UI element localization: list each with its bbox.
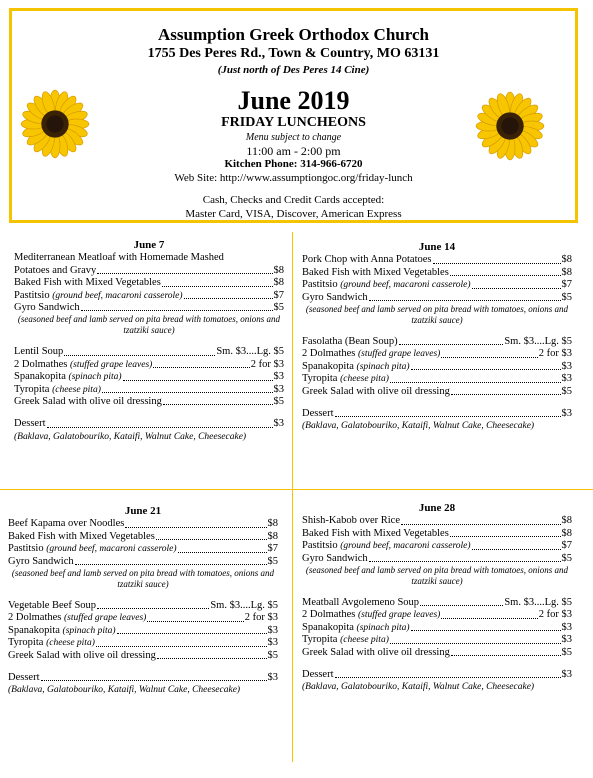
dessert-list: (Baklava, Galatobouriko, Kataifi, Walnut Cake, Cheesecake)	[14, 431, 247, 442]
dot-leader	[369, 300, 561, 301]
side-item	[8, 600, 278, 612]
item-name	[14, 277, 161, 289]
dot-leader	[420, 605, 503, 606]
menu-item	[8, 531, 278, 543]
item-name	[8, 518, 124, 530]
dot-leader	[163, 404, 273, 405]
dot-leader	[451, 655, 561, 656]
side-item	[14, 371, 284, 383]
item-name	[302, 279, 471, 291]
lunch-hours: 11:00 am - 2:00 pm	[246, 144, 341, 158]
item-price: $8	[273, 264, 284, 276]
item-title: Baked Fish with Mixed Vegetables	[302, 266, 449, 278]
item-description: (cheese pita)	[340, 374, 389, 385]
item-title: Tyropita	[14, 383, 50, 395]
item-name	[14, 359, 152, 371]
menu-item	[302, 553, 572, 565]
item-title: 2 Dolmathes	[14, 358, 68, 370]
item-price: $7	[273, 289, 284, 301]
menu-item	[302, 540, 572, 552]
gyro-note: (seasoned beef and lamb served on pita bread with tomatoes, onions and tzatziki sauce)	[11, 568, 275, 590]
item-price: $5	[267, 649, 278, 661]
item-description: (spinach pita)	[356, 361, 410, 372]
luncheons-title: FRIDAY LUNCHEONS	[221, 115, 366, 130]
dessert-list: (Baklava, Galatobouriko, Kataifi, Walnut Cake, Cheesecake)	[302, 682, 535, 693]
item-title: Spanakopita	[302, 360, 354, 372]
flower-core	[46, 115, 63, 132]
item-price: 2 for $3	[538, 609, 572, 621]
item-price: $3	[273, 371, 284, 383]
item-price: $3	[561, 621, 572, 633]
item-title: Gyro Sandwich	[8, 555, 74, 567]
item-price: $3	[267, 624, 278, 636]
item-price: Sm. $3....Lg. $5	[504, 336, 572, 348]
menu-item	[302, 279, 572, 291]
item-price: Sm. $3....Lg. $5	[216, 346, 284, 358]
dot-leader	[147, 621, 243, 622]
item-description: (spinach pita)	[356, 622, 410, 633]
item-title: Tyropita	[8, 637, 44, 649]
flower-core	[501, 117, 518, 134]
dot-leader	[157, 658, 267, 659]
item-title: Fasolatha (Bean Soup)	[302, 336, 398, 348]
item-title: Shish-Kabob over Rice	[302, 515, 400, 527]
side-item	[14, 359, 284, 371]
side-item	[8, 650, 278, 662]
item-price: 2 for $3	[250, 358, 284, 370]
item-price: Sm. $3....Lg. $5	[210, 600, 278, 612]
item-name	[14, 346, 63, 358]
menu-item	[302, 528, 572, 540]
dessert-item	[8, 672, 278, 684]
item-price: $5	[561, 646, 572, 658]
item-price: 2 for $3	[244, 612, 278, 624]
item-price: 2 for $3	[538, 348, 572, 360]
item-name	[14, 265, 96, 277]
month-title: June 2019	[237, 86, 350, 115]
item-title: Baked Fish with Mixed Vegetables	[8, 530, 155, 542]
item-description: (ground beef, macaroni casserole)	[340, 541, 471, 552]
item-title: Tyropita	[302, 373, 338, 385]
item-title: Pastitsio	[302, 279, 338, 291]
item-title: Baked Fish with Mixed Vegetables	[302, 527, 449, 539]
item-name	[302, 386, 450, 398]
item-price: $5	[273, 302, 284, 314]
menu-item	[302, 515, 572, 527]
item-title: Baked Fish with Mixed Vegetables	[14, 277, 161, 289]
dot-leader	[390, 382, 561, 383]
item-price: $8	[561, 527, 572, 539]
item-name	[8, 625, 116, 637]
item-title: Dessert	[14, 418, 46, 430]
item-title: Spanakopita	[8, 624, 60, 636]
dot-leader	[97, 273, 272, 274]
item-price: $8	[561, 515, 572, 527]
dot-leader	[153, 367, 249, 368]
menu-item	[302, 254, 572, 266]
item-description: (ground beef, macaroni casserole)	[46, 544, 177, 555]
item-price: $5	[561, 385, 572, 397]
item-title: Greek Salad with olive oil dressing	[302, 385, 450, 397]
item-title: 2 Dolmathes	[302, 348, 356, 360]
spacer	[302, 326, 572, 336]
dot-leader	[102, 392, 273, 393]
item-price: $5	[267, 555, 278, 567]
item-title: Spanakopita	[302, 621, 354, 633]
item-title: 2 Dolmathes	[302, 609, 356, 621]
item-title: Pastitsio	[14, 289, 50, 301]
item-name	[302, 609, 440, 621]
spacer	[14, 408, 284, 418]
menu-item	[14, 252, 284, 264]
church-address: 1755 Des Peres Rd., Town & Country, MO 63131	[147, 46, 440, 61]
item-title: Spanakopita	[14, 371, 66, 383]
item-price: $5	[561, 552, 572, 564]
item-name	[8, 556, 74, 568]
spacer	[302, 587, 572, 597]
week-date: June 28	[418, 502, 456, 514]
menu-week	[302, 241, 572, 433]
item-name	[14, 396, 162, 408]
gyro-note: (seasoned beef and lamb served on pita bread with tomatoes, onions and tzatziki sauce)	[305, 565, 569, 587]
item-name	[8, 600, 96, 612]
spacer	[8, 590, 278, 600]
item-price: $8	[561, 266, 572, 278]
item-title: Meatball Avgolemeno Soup	[302, 597, 420, 609]
menu-item	[14, 302, 284, 314]
dot-leader	[472, 549, 561, 550]
gyro-note: (seasoned beef and lamb served on pita bread with tomatoes, onions and tzatziki sauce)	[17, 314, 281, 336]
item-name	[14, 252, 224, 264]
side-item	[302, 597, 572, 609]
item-price: $3	[267, 637, 278, 649]
dot-leader	[123, 380, 273, 381]
item-price: $8	[273, 277, 284, 289]
sunflower-icon	[19, 88, 91, 160]
item-title: Gyro Sandwich	[302, 552, 368, 564]
item-description: (spinach pita)	[68, 372, 122, 383]
item-description: (cheese pita)	[52, 384, 101, 395]
item-name	[8, 650, 156, 662]
item-name	[302, 597, 419, 609]
item-title: Beef Kapama over Noodles	[8, 518, 125, 530]
item-title: Tyropita	[302, 634, 338, 646]
item-name	[302, 336, 398, 348]
item-title: Potatoes and Gravy	[14, 264, 97, 276]
item-description: (cheese pita)	[340, 635, 389, 646]
side-item	[8, 637, 278, 649]
dot-leader	[41, 680, 267, 681]
dot-leader	[390, 643, 561, 644]
item-price: $7	[561, 279, 572, 291]
dot-leader	[47, 427, 273, 428]
item-description: (stuffed grape leaves)	[358, 349, 441, 360]
location-note: (Just north of Des Peres 14 Cine)	[217, 64, 370, 76]
menu-item	[8, 543, 278, 555]
side-item	[14, 346, 284, 358]
item-name	[302, 634, 389, 646]
item-description: (ground beef, macaroni casserole)	[340, 280, 471, 291]
menu-item	[14, 265, 284, 277]
dot-leader	[441, 618, 537, 619]
dessert-list: (Baklava, Galatobouriko, Kataifi, Walnut Cake, Cheesecake)	[8, 685, 241, 696]
accepted-cards: Master Card, VISA, Discover, American Express	[185, 208, 402, 220]
menu-week	[14, 239, 284, 443]
item-price: $3	[561, 373, 572, 385]
item-name	[302, 528, 449, 540]
item-price: $3	[267, 672, 278, 684]
gyro-note: (seasoned beef and lamb served on pita bread with tomatoes, onions and tzatziki sauce)	[305, 304, 569, 326]
week-date: June 14	[418, 241, 456, 253]
menu-item	[8, 518, 278, 530]
item-name	[14, 384, 101, 396]
dot-leader	[75, 564, 267, 565]
item-price: $3	[561, 408, 572, 420]
item-price: $8	[267, 518, 278, 530]
item-name	[302, 408, 334, 420]
side-item	[302, 647, 572, 659]
item-name	[302, 267, 449, 279]
item-name	[302, 292, 368, 304]
week-date: June 21	[124, 505, 162, 517]
item-description: (stuffed grape leaves)	[64, 613, 147, 624]
dessert-item	[302, 408, 572, 420]
menu-item	[8, 556, 278, 568]
spacer	[8, 662, 278, 672]
dot-leader	[450, 275, 561, 276]
item-name	[302, 669, 334, 681]
item-title: Greek Salad with olive oil dressing	[302, 646, 450, 658]
item-title: Greek Salad with olive oil dressing	[8, 649, 156, 661]
item-name	[14, 418, 46, 430]
dot-leader	[441, 357, 537, 358]
item-description: (stuffed grape leaves)	[358, 610, 441, 621]
item-name	[8, 672, 40, 684]
item-title: Pastitsio	[302, 540, 338, 552]
item-name	[302, 254, 432, 266]
item-title: Gyro Sandwich	[14, 302, 80, 314]
side-item	[8, 625, 278, 637]
item-title: Lentil Soup	[14, 346, 64, 358]
dot-leader	[97, 608, 209, 609]
item-description: (cheese pita)	[46, 638, 95, 649]
menu-disclaimer: Menu subject to change	[245, 132, 342, 143]
item-price: $5	[561, 291, 572, 303]
side-item	[302, 373, 572, 385]
dot-leader	[117, 633, 267, 634]
payment-note: Cash, Checks and Credit Cards accepted:	[202, 194, 385, 206]
menu-item	[302, 292, 572, 304]
side-item	[8, 612, 278, 624]
dot-leader	[64, 355, 215, 356]
item-price: $3	[561, 669, 572, 681]
spacer	[302, 659, 572, 669]
item-name	[14, 302, 80, 314]
item-name	[302, 373, 389, 385]
item-title: Dessert	[302, 408, 334, 420]
item-name	[302, 553, 368, 565]
item-name	[302, 540, 471, 552]
item-name	[302, 515, 400, 527]
week-date: June 7	[133, 239, 165, 251]
side-item	[302, 361, 572, 373]
item-title: Vegetable Beef Soup	[8, 600, 97, 612]
side-item	[302, 622, 572, 634]
menu-item	[14, 277, 284, 289]
item-price: $3	[273, 418, 284, 430]
sunflower-icon	[474, 90, 546, 162]
side-item	[14, 384, 284, 396]
item-price: Sm. $3....Lg. $5	[504, 597, 572, 609]
dessert-item	[14, 418, 284, 430]
spacer	[14, 336, 284, 346]
item-price: $8	[267, 530, 278, 542]
item-title: Gyro Sandwich	[302, 291, 368, 303]
item-name	[14, 290, 183, 302]
dot-leader	[369, 561, 561, 562]
dot-leader	[401, 524, 561, 525]
dot-leader	[125, 527, 266, 528]
item-title: Mediterranean Meatloaf with Homemade Mashed	[14, 252, 224, 264]
dot-leader	[178, 552, 267, 553]
dot-leader	[184, 298, 273, 299]
dot-leader	[472, 288, 561, 289]
side-item	[302, 386, 572, 398]
dot-leader	[156, 539, 267, 540]
item-name	[8, 612, 146, 624]
spacer	[302, 398, 572, 408]
dot-leader	[335, 677, 561, 678]
dot-leader	[411, 630, 561, 631]
item-price: $3	[561, 634, 572, 646]
item-title: Dessert	[8, 672, 40, 684]
menu-week	[8, 505, 278, 697]
item-name	[302, 622, 410, 634]
dot-leader	[335, 416, 561, 417]
church-name: Assumption Greek Orthodox Church	[158, 25, 429, 44]
kitchen-phone: Kitchen Phone: 314-966-6720	[224, 158, 363, 170]
side-item	[14, 396, 284, 408]
side-item	[302, 348, 572, 360]
dot-leader	[162, 286, 273, 287]
side-item	[302, 609, 572, 621]
item-name	[8, 543, 177, 555]
dot-leader	[399, 344, 504, 345]
item-name	[302, 647, 450, 659]
item-title: Greek Salad with olive oil dressing	[14, 396, 162, 408]
item-description: (ground beef, macaroni casserole)	[52, 290, 183, 301]
item-price: $3	[561, 360, 572, 372]
item-price: $5	[273, 396, 284, 408]
item-name	[8, 637, 95, 649]
website: Web Site: http://www.assumptiongoc.org/friday-lunch	[174, 172, 413, 184]
item-name	[302, 348, 440, 360]
dot-leader	[450, 536, 561, 537]
item-title: Pork Chop with Anna Potatoes	[302, 254, 432, 266]
side-item	[302, 634, 572, 646]
side-item	[302, 336, 572, 348]
item-title: Pastitsio	[8, 543, 44, 555]
item-name	[302, 361, 410, 373]
item-name	[8, 531, 155, 543]
dot-leader	[433, 263, 561, 264]
dot-leader	[96, 646, 267, 647]
item-description: (spinach pita)	[62, 625, 116, 636]
dot-leader	[81, 310, 273, 311]
item-price: $3	[273, 383, 284, 395]
item-name	[14, 371, 122, 383]
item-price: $7	[561, 540, 572, 552]
dessert-list: (Baklava, Galatobouriko, Kataifi, Walnut Cake, Cheesecake)	[302, 421, 535, 432]
dot-leader	[411, 369, 561, 370]
item-price: $7	[267, 543, 278, 555]
vertical-divider	[292, 232, 293, 762]
dessert-item	[302, 669, 572, 681]
item-title: Dessert	[302, 669, 334, 681]
menu-item	[14, 290, 284, 302]
item-description: (stuffed grape leaves)	[70, 359, 153, 370]
horizontal-divider	[0, 489, 593, 490]
menu-week	[302, 502, 572, 694]
item-price: $8	[561, 254, 572, 266]
dot-leader	[451, 394, 561, 395]
menu-item	[302, 267, 572, 279]
item-title: 2 Dolmathes	[8, 612, 62, 624]
